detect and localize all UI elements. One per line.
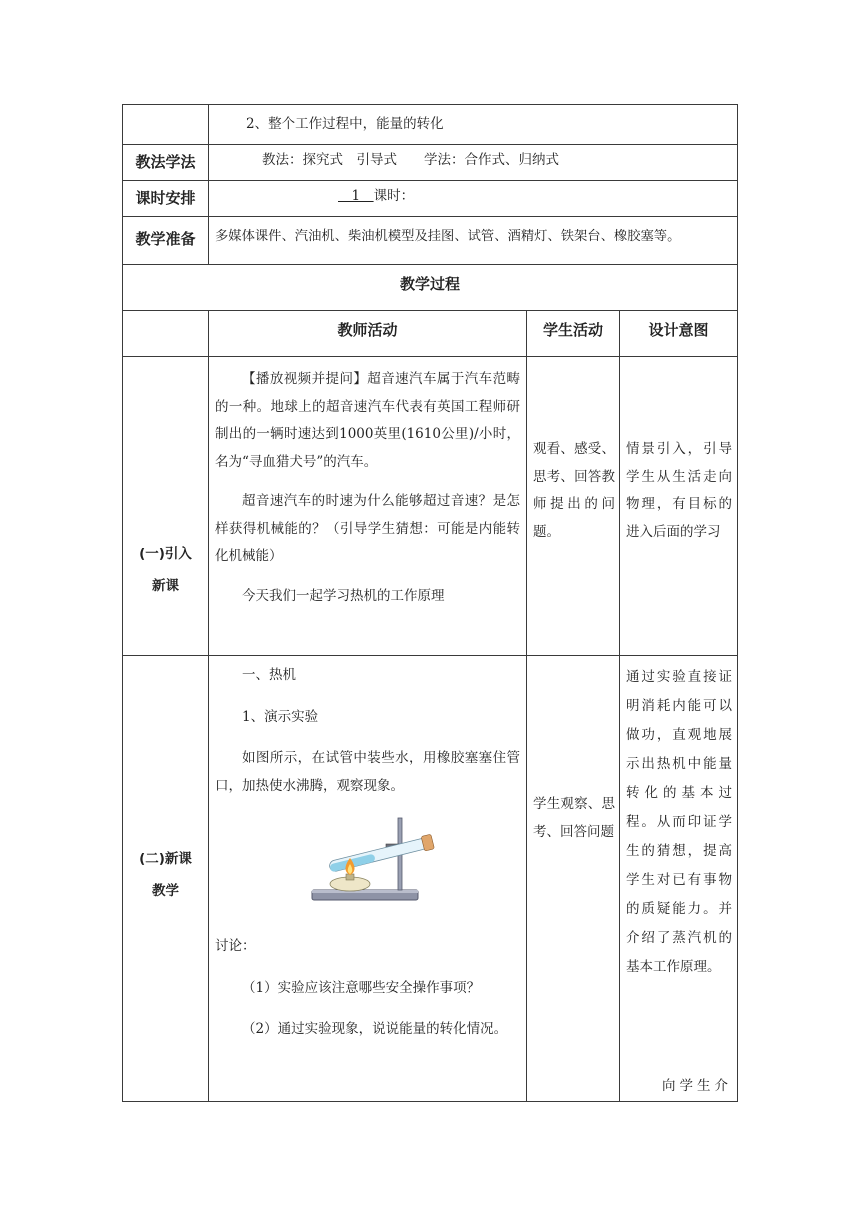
section2-label bbox=[123, 843, 208, 907]
prep-label: 教学准备 bbox=[135, 230, 196, 248]
table-border bbox=[122, 144, 738, 145]
table-border bbox=[122, 216, 738, 217]
table-border bbox=[208, 104, 209, 265]
teacher-intro-paragraph: 【播放视频并提问】超音速汽车属于汽车范畴的一种。地球上的超音速汽车代表有英国工程师研制出的一辆时速达到1000英里(1610公里)/小时，名为“寻血猎犬号”的汽车。 bbox=[215, 371, 520, 470]
section2-label-line2: 教学 bbox=[152, 883, 179, 899]
test-tube bbox=[328, 834, 434, 874]
section1-design: 情景引入，引导学生从生活走向物理，有目标的进入后面的学习 bbox=[626, 441, 732, 540]
methods-label: 教法学法 bbox=[135, 153, 196, 171]
table-border bbox=[737, 104, 738, 1102]
section1-label-line1: (一)引入 bbox=[139, 546, 192, 562]
table-border bbox=[122, 104, 123, 1102]
demo-description: 如图所示，在试管中装些水，用橡胶塞塞住管口，加热使水沸腾，观察现象。 bbox=[215, 750, 520, 794]
header-teacher-activity: 教师活动 bbox=[337, 321, 398, 339]
section2-label-line1: (二)新课 bbox=[139, 851, 192, 867]
section1-label-line2: 新课 bbox=[152, 578, 179, 594]
section2-student: 学生观察、思考、回答问题 bbox=[533, 796, 615, 840]
section1-label bbox=[123, 538, 208, 602]
table-border bbox=[122, 180, 738, 181]
schedule-value bbox=[338, 184, 538, 208]
teacher-transition-paragraph: 今天我们一起学习热机的工作原理 bbox=[242, 587, 445, 604]
demo-heading: 1、演示实验 bbox=[242, 708, 319, 725]
discussion-question-2: （2）通过实验现象，说说能量的转化情况。 bbox=[242, 1021, 508, 1037]
schedule-suffix: 课时： bbox=[373, 188, 415, 204]
process-title: 教学过程 bbox=[399, 275, 460, 293]
schedule-hours: 1 bbox=[338, 188, 374, 204]
objective-item-2: 2、整个工作过程中，能量的转化 bbox=[246, 116, 444, 132]
header-student-activity: 学生活动 bbox=[542, 321, 603, 339]
table-border bbox=[208, 310, 209, 1102]
section2-design: 通过实验直接证明消耗内能可以做功，直观地展示出热机中能量转化的基本过程。从而印证学生的猜想，提高学生对已有事物的质疑能力。并介绍了蒸汽机的基本工作原理。 bbox=[626, 669, 732, 975]
experiment-illustration bbox=[306, 814, 446, 906]
table-border bbox=[122, 655, 738, 656]
section2-discussion bbox=[215, 933, 520, 1044]
heat-engine-heading: 一、热机 bbox=[242, 667, 296, 683]
section1-teacher bbox=[215, 366, 520, 610]
table-border bbox=[122, 104, 738, 105]
prep-value: 多媒体课件、汽油机、柴油机模型及挂图、试管、酒精灯、铁架台、橡胶塞等。 bbox=[215, 229, 681, 244]
table-border bbox=[122, 310, 738, 311]
header-design-intent: 设计意图 bbox=[648, 321, 709, 339]
table-border bbox=[526, 310, 527, 1102]
discussion-question-1: （1）实验应该注意哪些安全操作事项？ bbox=[242, 979, 481, 996]
table-border bbox=[122, 1101, 738, 1102]
schedule-label: 课时安排 bbox=[135, 189, 196, 207]
table-border bbox=[122, 264, 738, 265]
teacher-question-paragraph: 超音速汽车的时速为什么能够超过音速？是怎样获得机械能的？（引导学生猜想：可能是内能转化机械能） bbox=[215, 493, 520, 564]
discussion-label: 讨论： bbox=[215, 938, 256, 954]
methods-value: 教法：探究式 引导式 学法：合作式、归纳式 bbox=[262, 152, 559, 168]
section2-design-tail: 向学生介 bbox=[662, 1078, 732, 1094]
section1-student: 观看、感受、思考、回答教师提出的问题。 bbox=[533, 441, 615, 540]
section2-teacher bbox=[215, 662, 520, 800]
table-border bbox=[619, 310, 620, 1102]
table-border bbox=[122, 356, 738, 357]
